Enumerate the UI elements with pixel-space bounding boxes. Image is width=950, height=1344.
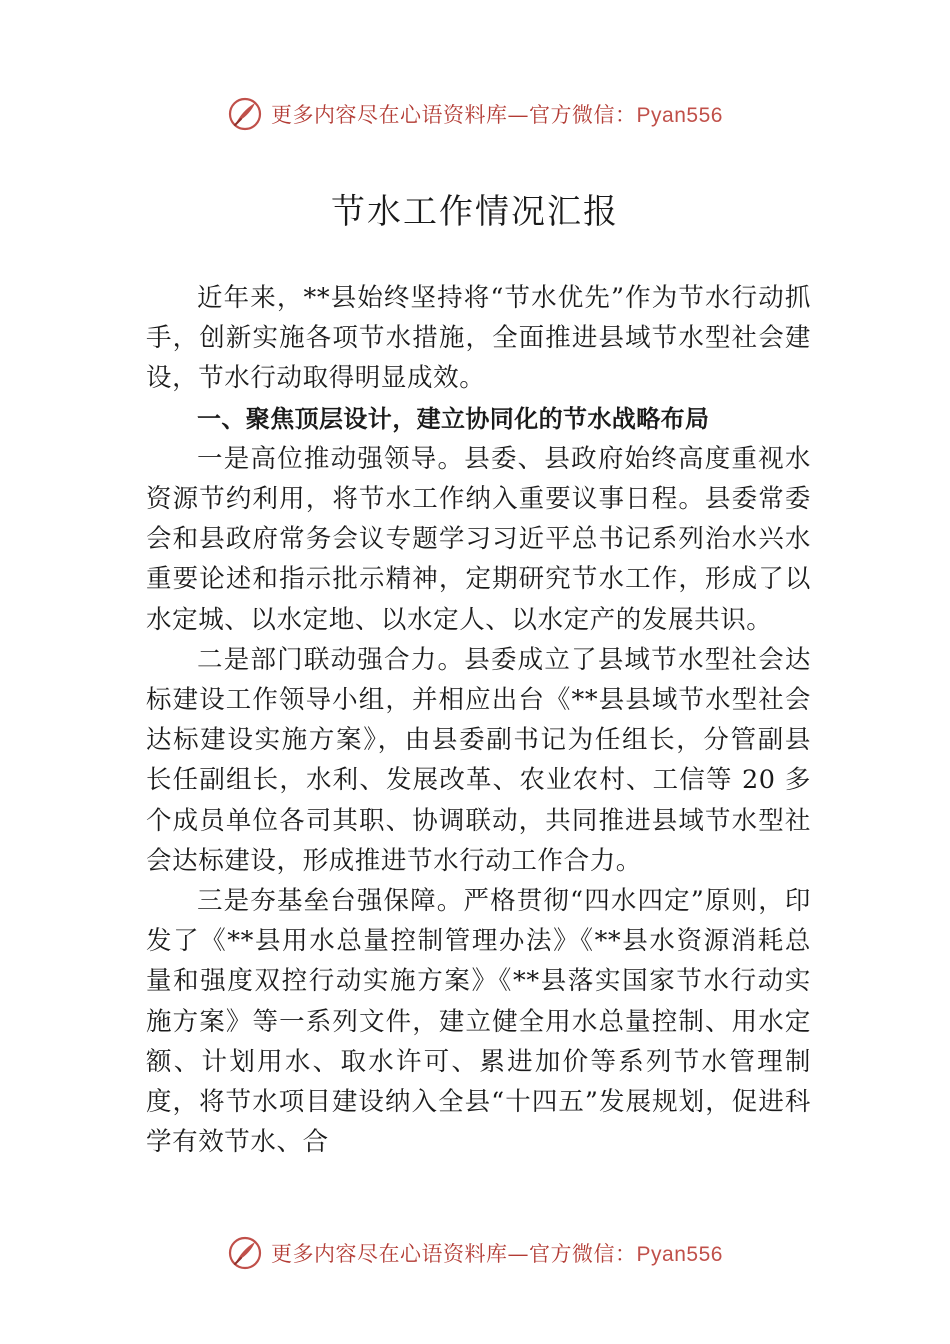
section-heading: 一、聚焦顶层设计，建立协同化的节水战略布局 — [197, 404, 710, 433]
watermark-text: 更多内容尽在心语资料库—官方微信：Pyan556 — [271, 1242, 723, 1266]
paragraph-leadership: 一是高位推动强领导。县委、县政府始终高度重视水资源节约利用，将节水工作纳入重要议事日程。县委常委会和县政府常务会议专题学习习近平总书记系列治水兴水重要论述和指示批示精神，定期研究节水工作，形成了以水定城、以水定地、以水定人、以水定产的发展共识。 — [146, 443, 811, 635]
quill-circle-logo-icon — [227, 96, 263, 132]
quill-circle-logo-icon — [227, 1235, 263, 1271]
paragraph-foundation: 三是夯基垒台强保障。严格贯彻“四水四定”原则，印发了《**县用水总量控制管理办法》《**县水资源消耗总量和强度双控行动实施方案》《**县落实国家节水行动实施方案》等一系列文件，建立健全用水总量控制、用水定额、计划用水、取水许可、累进加价等系列节水管理制度，将节水项目建设纳入全县“十四五”发展规划，促进科学有效节水、合 — [146, 886, 811, 1158]
watermark-account: Pyan556 — [636, 1243, 723, 1266]
watermark-account: Pyan556 — [636, 104, 723, 127]
paragraph-coordination: 二是部门联动强合力。县委成立了县域节水型社会达标建设工作领导小组，并相应出台《**县县域节水型社会达标建设实施方案》，由县委副书记为任组长，分管副县长任副组长，水利、发展改革、农业农村、工信等 20 多个成员单位各司其职、协调联动，共同推进县域节水型社会达标建设，形成推进节水行动工作合力。 — [146, 644, 811, 876]
watermark-text: 更多内容尽在心语资料库—官方微信：Pyan556 — [271, 103, 723, 127]
intro-paragraph: 近年来，**县始终坚持将“节水优先”作为节水行动抓手，创新实施各项节水措施，全面推进县域节水型社会建设，节水行动取得明显成效。 — [146, 283, 811, 394]
document-body — [146, 278, 811, 1162]
header-watermark — [0, 94, 950, 134]
footer-watermark — [0, 1233, 950, 1273]
document-title: 节水工作情况汇报 — [331, 192, 619, 232]
